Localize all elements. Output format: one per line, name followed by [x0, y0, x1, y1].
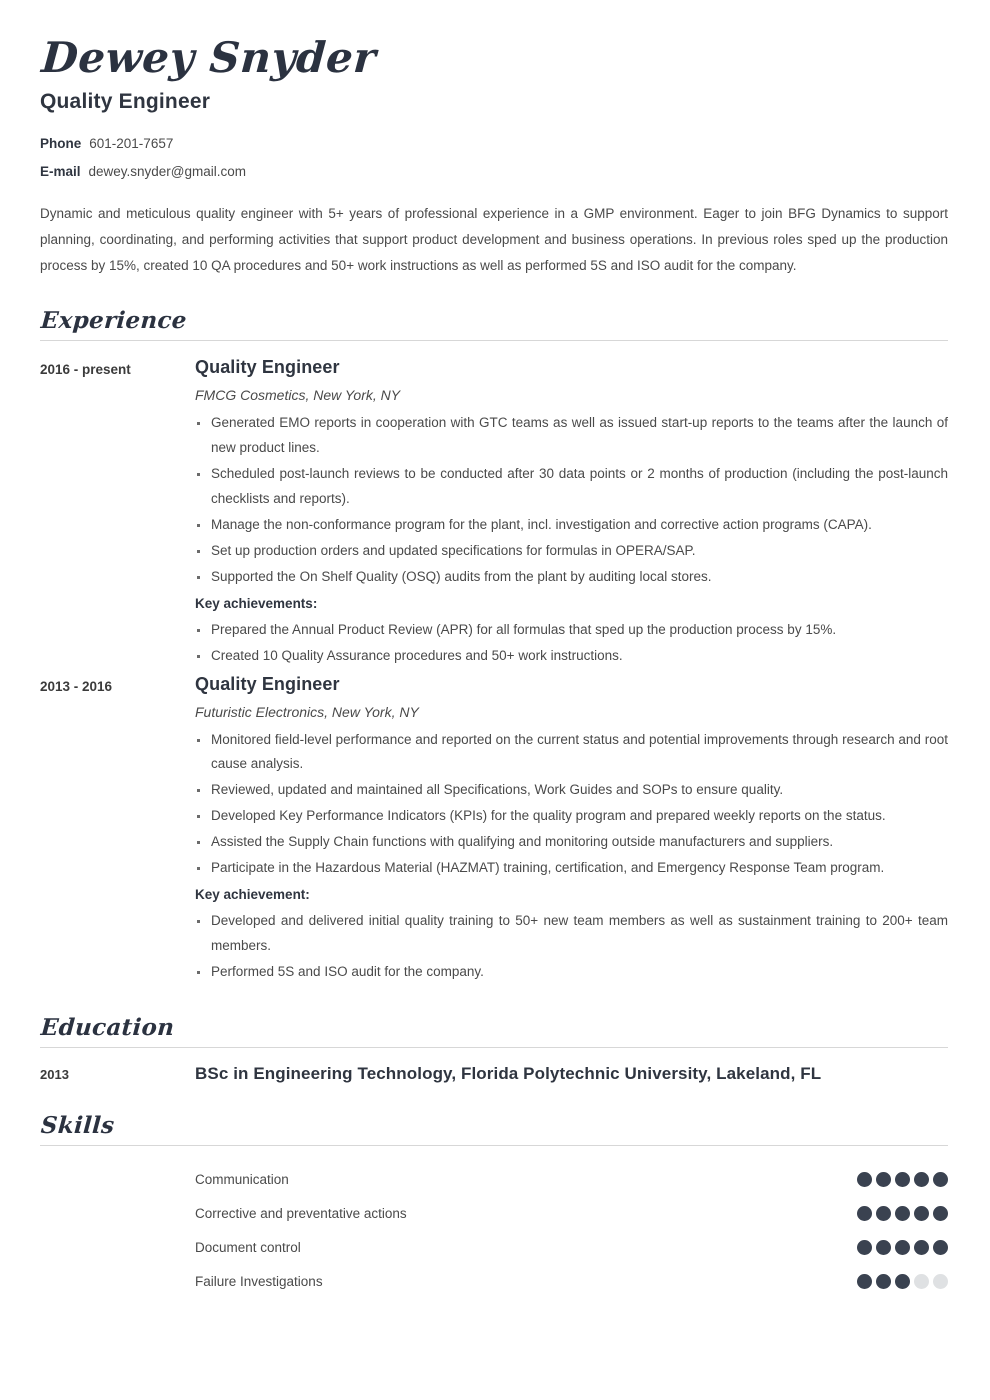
- key-achievements-label: Key achievements:: [195, 595, 318, 611]
- rating-dot: [914, 1206, 929, 1221]
- skill-name: Document control: [195, 1239, 301, 1255]
- experience-bullet: Scheduled post-launch reviews to be conducted after 30 data points or 2 months of production (including the post-launch checklists and reports).: [195, 462, 948, 512]
- contact-list: [40, 136, 948, 179]
- skill-name: Communication: [195, 1171, 289, 1187]
- education-entry-list: [40, 1064, 948, 1084]
- education-entry-body: [195, 1064, 948, 1084]
- skill-name: Corrective and preventative actions: [195, 1205, 407, 1221]
- skill-row: [40, 1196, 948, 1230]
- candidate-job-title: Quality Engineer: [40, 90, 211, 114]
- contact-label: Phone: [40, 136, 82, 152]
- rating-dot: [876, 1274, 891, 1289]
- section-divider: [40, 340, 948, 341]
- contact-label: E-mail: [40, 164, 81, 180]
- rating-dot: [933, 1206, 948, 1221]
- rating-dot: [876, 1172, 891, 1187]
- rating-dot: [933, 1172, 948, 1187]
- experience-bullet: Generated EMO reports in cooperation with GTC teams as well as issued start-up reports to the teams after the launch of new product lines.: [195, 411, 948, 461]
- experience-bullet: Reviewed, updated and maintained all Specifications, Work Guides and SOPs to ensure quality.: [195, 778, 948, 803]
- section-education: [40, 1014, 948, 1084]
- skill-rating: [857, 1274, 948, 1289]
- contact-row: [40, 164, 948, 179]
- experience-entry-body: [195, 674, 948, 987]
- experience-entry-body: [195, 357, 948, 670]
- key-achievement-bullet: Developed and delivered initial quality training to 50+ new team members as well as sustainment training to 200+ team members.: [195, 909, 948, 959]
- experience-entry-date: 2013 - 2016: [40, 678, 113, 694]
- skill-list: [40, 1162, 948, 1298]
- section-heading-skills: Skills: [40, 1112, 116, 1140]
- skill-row: [40, 1162, 948, 1196]
- section-heading-education: Education: [40, 1014, 176, 1042]
- key-achievements-list: [195, 909, 948, 985]
- candidate-name: Dewey Snyder: [39, 33, 378, 82]
- section-divider: [40, 1047, 948, 1048]
- section-divider: [40, 1145, 948, 1146]
- skill-rating: [857, 1206, 948, 1221]
- skill-row: [40, 1230, 948, 1264]
- rating-dot: [933, 1240, 948, 1255]
- rating-dot: [857, 1206, 872, 1221]
- rating-dot: [895, 1240, 910, 1255]
- experience-bullet: Set up production orders and updated specifications for formulas in OPERA/SAP.: [195, 539, 948, 564]
- experience-entry-title: Quality Engineer: [195, 673, 340, 694]
- rating-dot: [933, 1274, 948, 1289]
- resume-header: [39, 33, 948, 180]
- section-heading-experience: Experience: [40, 306, 188, 334]
- key-achievement-bullet: Created 10 Quality Assurance procedures and 50+ work instructions.: [195, 644, 948, 669]
- experience-bullet-list: [195, 411, 948, 590]
- education-entry-degree: BSc in Engineering Technology, Florida Polytechnic University, Lakeland, FL: [195, 1064, 822, 1084]
- section-experience: [40, 307, 948, 986]
- experience-entry: [40, 674, 948, 987]
- rating-dot: [895, 1172, 910, 1187]
- rating-dot: [876, 1240, 891, 1255]
- skill-name: Failure Investigations: [195, 1273, 323, 1289]
- rating-dot: [876, 1206, 891, 1221]
- education-entry-date: 2013: [40, 1067, 69, 1083]
- rating-dot: [914, 1240, 929, 1255]
- contact-value: 601-201-7657: [89, 136, 174, 152]
- experience-bullet: Monitored field-level performance and reported on the current status and potential improvements through research and root cause analysis.: [195, 728, 948, 778]
- rating-dot: [914, 1172, 929, 1187]
- rating-dot: [914, 1274, 929, 1289]
- rating-dot: [857, 1240, 872, 1255]
- contact-value: dewey.snyder@gmail.com: [88, 164, 247, 180]
- experience-entry-date: 2016 - present: [40, 361, 131, 377]
- skill-rating: [857, 1240, 948, 1255]
- rating-dot: [895, 1274, 910, 1289]
- experience-bullet: Participate in the Hazardous Material (HAZMAT) training, certification, and Emergency Response Team program.: [195, 856, 948, 881]
- experience-entry-title: Quality Engineer: [195, 356, 340, 377]
- professional-summary: Dynamic and meticulous quality engineer with 5+ years of professional experience in a GMP environment. Eager to join BFG Dynamics to support planning, coordinating, and performing activities that support product development and business operations. In previous roles sped up the production process by 15%, created 10 QA procedures and 50+ work instructions as well as performed 5S and ISO audit for the company.: [40, 206, 948, 273]
- experience-entry-company: Futuristic Electronics, New York, NY: [195, 703, 419, 720]
- skill-row: [40, 1264, 948, 1298]
- skill-rating: [857, 1172, 948, 1187]
- experience-entry-company: FMCG Cosmetics, New York, NY: [195, 386, 401, 403]
- contact-row: [40, 136, 948, 151]
- section-skills: [40, 1112, 948, 1298]
- experience-bullet: Manage the non-conformance program for the plant, incl. investigation and corrective action programs (CAPA).: [195, 513, 948, 538]
- experience-bullet: Supported the On Shelf Quality (OSQ) audits from the plant by auditing local stores.: [195, 565, 948, 590]
- experience-entry: [40, 357, 948, 670]
- experience-bullet-list: [195, 728, 948, 882]
- rating-dot: [857, 1172, 872, 1187]
- key-achievement-bullet: Performed 5S and ISO audit for the company.: [195, 960, 948, 985]
- key-achievements-list: [195, 618, 948, 669]
- rating-dot: [857, 1274, 872, 1289]
- experience-entry-list: [40, 357, 948, 986]
- key-achievements-label: Key achievement:: [195, 887, 310, 903]
- rating-dot: [895, 1206, 910, 1221]
- key-achievement-bullet: Prepared the Annual Product Review (APR) for all formulas that sped up the production process by 15%.: [195, 618, 948, 643]
- experience-bullet: Assisted the Supply Chain functions with qualifying and monitoring outside manufacturers and suppliers.: [195, 830, 948, 855]
- education-entry: [40, 1064, 948, 1084]
- experience-bullet: Developed Key Performance Indicators (KPIs) for the quality program and prepared weekly reports on the status.: [195, 804, 948, 829]
